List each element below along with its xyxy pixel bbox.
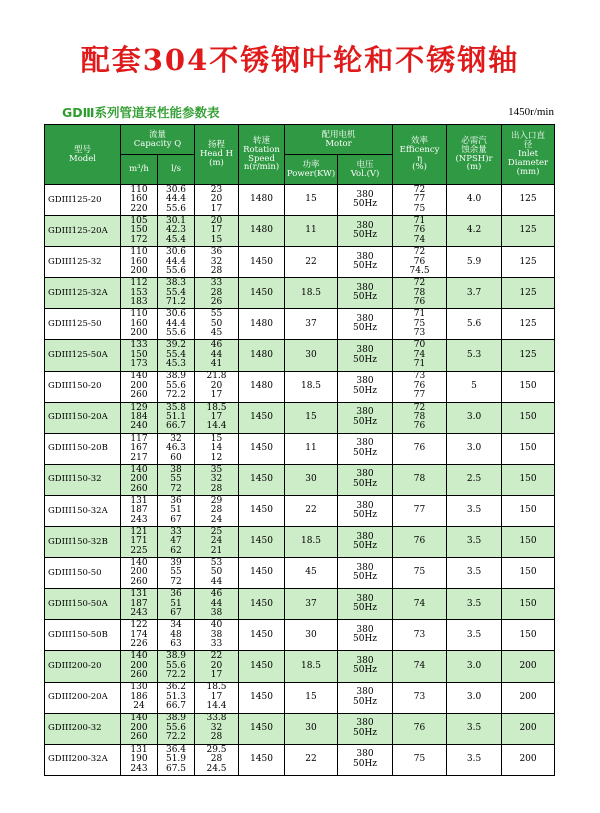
cell-speed: 1450 [239, 713, 285, 744]
cell-flow-m3h: 140 200 260 [121, 464, 158, 495]
cell-head: 55 50 45 [195, 309, 239, 340]
cell-inlet: 200 [502, 682, 555, 713]
cell-efficiency: 75 [393, 558, 447, 589]
header-head: 扬程 Head H (m) [195, 125, 239, 185]
cell-head: 33 28 26 [195, 278, 239, 309]
table-row [45, 402, 555, 433]
cell-speed: 1480 [239, 309, 285, 340]
header-flow-m3h: m³/h [121, 155, 158, 185]
cell-power: 37 [285, 589, 338, 620]
cell-inlet: 150 [502, 620, 555, 651]
cell-head: 29 28 24 [195, 495, 239, 526]
cell-flow-m3h: 140 200 260 [121, 558, 158, 589]
table-row [45, 620, 555, 651]
cell-power: 18.5 [285, 651, 338, 682]
cell-model: GDIII125-32A [45, 278, 121, 309]
cell-head: 23 20 17 [195, 185, 239, 216]
cell-model: GDIII200-20A [45, 682, 121, 713]
cell-head: 40 38 33 [195, 620, 239, 651]
cell-efficiency: 74 [393, 589, 447, 620]
cell-efficiency: 73 [393, 682, 447, 713]
cell-head: 22 20 17 [195, 651, 239, 682]
cell-head: 25 24 21 [195, 527, 239, 558]
cell-model: GDIII150-20A [45, 402, 121, 433]
table-row [45, 527, 555, 558]
header-flow: 流量 Capacity Q [121, 125, 195, 155]
cell-model: GDIII150-20 [45, 371, 121, 402]
cell-efficiency: 72 76 74.5 [393, 247, 447, 278]
cell-flow-m3h: 110 160 200 [121, 247, 158, 278]
cell-power: 22 [285, 247, 338, 278]
cell-efficiency: 71 76 74 [393, 216, 447, 247]
cell-flow-ls: 32 46.3 60 [158, 433, 195, 464]
cell-model: GDIII150-50B [45, 620, 121, 651]
cell-flow-ls: 39.2 55.4 45.3 [158, 340, 195, 371]
cell-speed: 1480 [239, 340, 285, 371]
cell-npsh: 3.5 [447, 527, 502, 558]
cell-voltage: 380 50Hz [338, 247, 393, 278]
cell-efficiency: 72 77 75 [393, 185, 447, 216]
cell-voltage: 380 50Hz [338, 558, 393, 589]
cell-npsh: 3.0 [447, 651, 502, 682]
table-row [45, 247, 555, 278]
cell-head: 20 17 15 [195, 216, 239, 247]
cell-power: 30 [285, 620, 338, 651]
cell-flow-m3h: 122 174 226 [121, 620, 158, 651]
cell-flow-m3h: 117 167 217 [121, 433, 158, 464]
cell-flow-ls: 30.6 44.4 55.6 [158, 309, 195, 340]
cell-model: GDIII125-20 [45, 185, 121, 216]
cell-flow-ls: 38.9 55.6 72.2 [158, 713, 195, 744]
table-row [45, 278, 555, 309]
cell-flow-ls: 36.2 51.3 66.7 [158, 682, 195, 713]
cell-efficiency: 72 78 76 [393, 402, 447, 433]
cell-inlet: 150 [502, 402, 555, 433]
cell-voltage: 380 50Hz [338, 589, 393, 620]
cell-inlet: 125 [502, 309, 555, 340]
header-inlet: 出入口直 径 Inlet Diameter (mm) [502, 125, 555, 185]
cell-power: 30 [285, 464, 338, 495]
cell-model: GDIII125-50 [45, 309, 121, 340]
header-voltage: 电压 Vol.(V) [338, 155, 393, 185]
cell-power: 22 [285, 495, 338, 526]
cell-voltage: 380 50Hz [338, 216, 393, 247]
cell-flow-m3h: 129 184 240 [121, 402, 158, 433]
cell-flow-m3h: 131 187 243 [121, 495, 158, 526]
cell-flow-m3h: 112 153 183 [121, 278, 158, 309]
cell-power: 15 [285, 185, 338, 216]
cell-npsh: 3.0 [447, 402, 502, 433]
cell-model: GDIII150-32B [45, 527, 121, 558]
cell-head: 46 44 41 [195, 340, 239, 371]
cell-model: GDIII125-50A [45, 340, 121, 371]
cell-head: 33.8 32 28 [195, 713, 239, 744]
cell-head: 35 32 28 [195, 464, 239, 495]
header-npsh: 必需汽 蚀余量 (NPSH)r (m) [447, 125, 502, 185]
cell-voltage: 380 50Hz [338, 713, 393, 744]
cell-speed: 1450 [239, 651, 285, 682]
cell-flow-m3h: 121 171 225 [121, 527, 158, 558]
table-row [45, 651, 555, 682]
cell-speed: 1480 [239, 371, 285, 402]
cell-speed: 1450 [239, 433, 285, 464]
cell-head: 18.5 17 14.4 [195, 402, 239, 433]
cell-efficiency: 76 [393, 713, 447, 744]
table-row [45, 589, 555, 620]
cell-flow-ls: 38 55 72 [158, 464, 195, 495]
cell-voltage: 380 50Hz [338, 309, 393, 340]
cell-head: 53 50 44 [195, 558, 239, 589]
header-flow-ls: l/s [158, 155, 195, 185]
cell-efficiency: 70 74 71 [393, 340, 447, 371]
cell-npsh: 3.5 [447, 495, 502, 526]
cell-speed: 1450 [239, 402, 285, 433]
rpm-note: 1450r/min [508, 106, 554, 118]
cell-head: 18.5 17 14.4 [195, 682, 239, 713]
cell-npsh: 3.5 [447, 589, 502, 620]
table-title: GDⅢ系列管道泵性能参数表 [62, 105, 220, 120]
header-speed: 转速 Rotation Speed n(r/min) [239, 125, 285, 185]
cell-power: 18.5 [285, 278, 338, 309]
cell-flow-m3h: 131 190 243 [121, 744, 158, 775]
cell-head: 29.5 28 24.5 [195, 744, 239, 775]
cell-speed: 1450 [239, 247, 285, 278]
header-model: 型号 Model [45, 125, 121, 185]
cell-flow-ls: 35.8 51.1 66.7 [158, 402, 195, 433]
table-row [45, 309, 555, 340]
cell-inlet: 200 [502, 713, 555, 744]
table-row [45, 371, 555, 402]
cell-flow-m3h: 110 160 200 [121, 309, 158, 340]
cell-inlet: 125 [502, 340, 555, 371]
cell-flow-ls: 38.9 55.6 72.2 [158, 651, 195, 682]
cell-flow-m3h: 140 200 260 [121, 651, 158, 682]
cell-flow-ls: 38.9 55.6 72.2 [158, 371, 195, 402]
header-efficiency: 效率 Efficency η (%) [393, 125, 447, 185]
cell-efficiency: 76 [393, 527, 447, 558]
cell-npsh: 5.3 [447, 340, 502, 371]
cell-npsh: 3.0 [447, 433, 502, 464]
cell-head: 15 14 12 [195, 433, 239, 464]
cell-inlet: 150 [502, 589, 555, 620]
cell-head: 36 32 28 [195, 247, 239, 278]
cell-flow-m3h: 130 186 24 [121, 682, 158, 713]
table-row [45, 558, 555, 589]
cell-efficiency: 71 75 73 [393, 309, 447, 340]
cell-voltage: 380 50Hz [338, 651, 393, 682]
cell-speed: 1450 [239, 744, 285, 775]
table-row [45, 340, 555, 371]
cell-power: 18.5 [285, 371, 338, 402]
cell-npsh: 5.6 [447, 309, 502, 340]
cell-speed: 1450 [239, 495, 285, 526]
cell-npsh: 3.0 [447, 682, 502, 713]
cell-voltage: 380 50Hz [338, 402, 393, 433]
table-row [45, 185, 555, 216]
cell-npsh: 4.0 [447, 185, 502, 216]
cell-power: 15 [285, 682, 338, 713]
cell-power: 18.5 [285, 527, 338, 558]
cell-efficiency: 73 [393, 620, 447, 651]
cell-model: GDIII200-20 [45, 651, 121, 682]
cell-model: GDIII150-32A [45, 495, 121, 526]
cell-efficiency: 75 [393, 744, 447, 775]
cell-speed: 1450 [239, 682, 285, 713]
banner-title: 配套304不锈钢叶轮和不锈钢轴 [80, 43, 520, 77]
cell-npsh: 3.5 [447, 744, 502, 775]
table-row [45, 713, 555, 744]
cell-inlet: 150 [502, 433, 555, 464]
cell-npsh: 5.9 [447, 247, 502, 278]
cell-inlet: 125 [502, 185, 555, 216]
cell-model: GDIII200-32 [45, 713, 121, 744]
cell-efficiency: 78 [393, 464, 447, 495]
cell-speed: 1450 [239, 589, 285, 620]
cell-power: 15 [285, 402, 338, 433]
cell-speed: 1450 [239, 278, 285, 309]
cell-model: GDIII150-50A [45, 589, 121, 620]
cell-npsh: 5 [447, 371, 502, 402]
cell-head: 46 44 38 [195, 589, 239, 620]
table-row [45, 433, 555, 464]
cell-speed: 1450 [239, 527, 285, 558]
cell-flow-ls: 33 47 62 [158, 527, 195, 558]
cell-inlet: 150 [502, 527, 555, 558]
cell-head: 21.8 20 17 [195, 371, 239, 402]
cell-inlet: 200 [502, 744, 555, 775]
cell-inlet: 150 [502, 495, 555, 526]
cell-efficiency: 77 [393, 495, 447, 526]
cell-flow-m3h: 140 200 260 [121, 371, 158, 402]
cell-speed: 1450 [239, 464, 285, 495]
cell-power: 37 [285, 309, 338, 340]
table-row [45, 495, 555, 526]
table-row [45, 216, 555, 247]
cell-flow-ls: 36 51 67 [158, 589, 195, 620]
header-power: 功率 Power(KW) [285, 155, 338, 185]
performance-table [44, 124, 555, 776]
cell-flow-ls: 36.4 51.9 67.5 [158, 744, 195, 775]
cell-flow-ls: 30.1 42.3 45.4 [158, 216, 195, 247]
cell-inlet: 200 [502, 651, 555, 682]
cell-npsh: 3.7 [447, 278, 502, 309]
cell-inlet: 150 [502, 464, 555, 495]
cell-flow-ls: 36 51 67 [158, 495, 195, 526]
table-row [45, 464, 555, 495]
cell-speed: 1480 [239, 185, 285, 216]
cell-inlet: 150 [502, 371, 555, 402]
cell-speed: 1450 [239, 558, 285, 589]
cell-voltage: 380 50Hz [338, 744, 393, 775]
cell-npsh: 3.5 [447, 620, 502, 651]
cell-flow-m3h: 131 187 243 [121, 589, 158, 620]
cell-npsh: 2.5 [447, 464, 502, 495]
cell-flow-ls: 34 48 63 [158, 620, 195, 651]
cell-voltage: 380 50Hz [338, 527, 393, 558]
cell-inlet: 125 [502, 216, 555, 247]
header-motor: 配用电机 Motor [285, 125, 393, 155]
cell-inlet: 125 [502, 247, 555, 278]
cell-flow-m3h: 133 150 173 [121, 340, 158, 371]
cell-flow-ls: 30.6 44.4 55.6 [158, 185, 195, 216]
cell-voltage: 380 50Hz [338, 495, 393, 526]
cell-power: 45 [285, 558, 338, 589]
cell-flow-m3h: 110 160 220 [121, 185, 158, 216]
cell-flow-ls: 38.3 55.4 71.2 [158, 278, 195, 309]
cell-model: GDIII150-50 [45, 558, 121, 589]
cell-efficiency: 73 76 77 [393, 371, 447, 402]
cell-npsh: 3.5 [447, 558, 502, 589]
cell-power: 11 [285, 216, 338, 247]
cell-power: 30 [285, 713, 338, 744]
cell-voltage: 380 50Hz [338, 371, 393, 402]
cell-model: GDIII150-32 [45, 464, 121, 495]
cell-flow-ls: 39 55 72 [158, 558, 195, 589]
cell-efficiency: 74 [393, 651, 447, 682]
cell-npsh: 3.5 [447, 713, 502, 744]
cell-voltage: 380 50Hz [338, 278, 393, 309]
cell-efficiency: 76 [393, 433, 447, 464]
cell-npsh: 4.2 [447, 216, 502, 247]
cell-speed: 1450 [239, 620, 285, 651]
cell-voltage: 380 50Hz [338, 464, 393, 495]
cell-flow-ls: 30.6 44.4 55.6 [158, 247, 195, 278]
cell-speed: 1480 [239, 216, 285, 247]
cell-inlet: 125 [502, 278, 555, 309]
cell-voltage: 380 50Hz [338, 340, 393, 371]
cell-power: 22 [285, 744, 338, 775]
cell-flow-m3h: 105 150 172 [121, 216, 158, 247]
table-row [45, 682, 555, 713]
cell-model: GDIII200-32A [45, 744, 121, 775]
cell-voltage: 380 50Hz [338, 620, 393, 651]
cell-power: 30 [285, 340, 338, 371]
cell-inlet: 150 [502, 558, 555, 589]
cell-flow-m3h: 140 200 260 [121, 713, 158, 744]
cell-power: 11 [285, 433, 338, 464]
cell-voltage: 380 50Hz [338, 185, 393, 216]
cell-model: GDIII125-20A [45, 216, 121, 247]
cell-efficiency: 72 78 76 [393, 278, 447, 309]
cell-model: GDIII150-20B [45, 433, 121, 464]
cell-voltage: 380 50Hz [338, 433, 393, 464]
cell-voltage: 380 50Hz [338, 682, 393, 713]
cell-model: GDIII125-32 [45, 247, 121, 278]
table-row [45, 744, 555, 775]
